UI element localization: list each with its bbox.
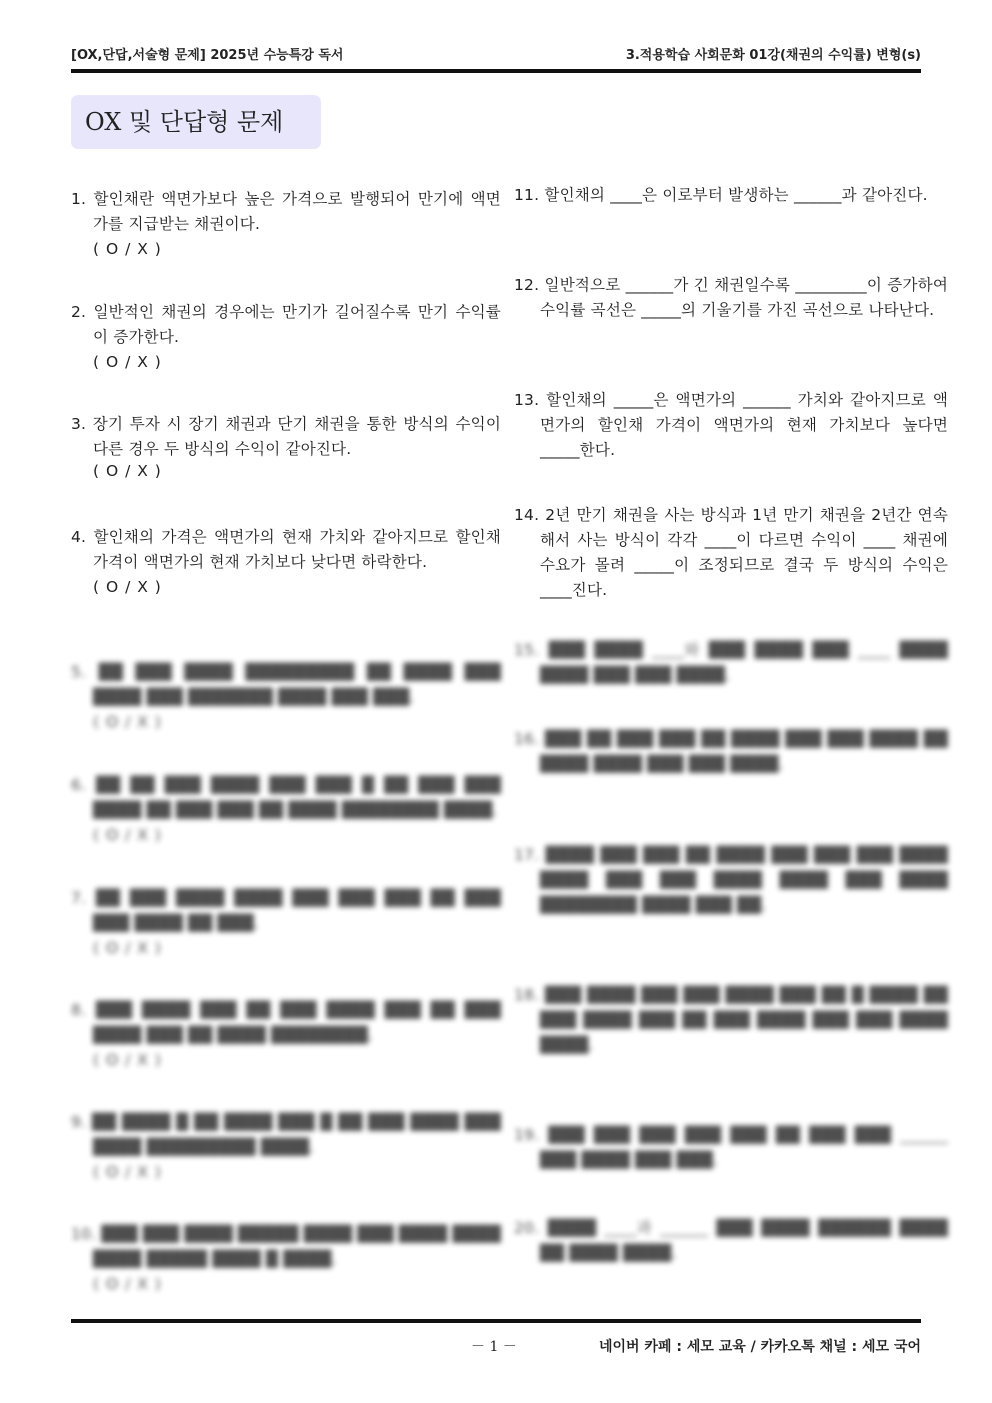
page-header [71,44,921,66]
ox-mark[interactable]: ( O / X ) [93,826,162,844]
question-3: 3. 장기 투자 시 장기 채권과 단기 채권을 통한 방식의 수익이 다른 경우 두 방식의 수익이 같아진다. ( O / X ) [71,412,501,484]
question-2: 2. 일반적인 채권의 경우에는 만기가 길어질수록 만기 수익률이 증가한다. ( O / X ) [71,300,501,375]
header-rule [71,69,921,73]
question-19: 19. ███ ███ ███ ███ ███ ██ ███ ███ ______ ███ ████ ███ ███. [514,1126,948,1169]
question-9: 9. ██ ████ █ ██ ████ ███ █ ██ ███ ████ ███ ████ █████████ ████. ( O / X ) [71,1110,501,1185]
question-20: 20. ████ ____과 ______ ███ ████ ██████ ████ ██ ████ ████. [514,1219,948,1262]
footer-credit: 네이버 카페 : 세모 교육 / 카카오톡 채널 : 세모 국어 [598,1339,921,1355]
ox-mark[interactable]: ( O / X ) [93,462,162,480]
section-title: OX 및 단답형 문제 [71,95,321,149]
question-14: 14. 2년 만기 채권을 사는 방식과 1년 만기 채권을 2년간 연속해서 사는 방식이 각각 ____이 다르면 수익이 ____ 채권에 수요가 몰려 _____이 조정되므로 결국 두 방식의 수익은 ____진다. [514,506,948,599]
header-left: [OX,단답,서술형 문제] 2025년 수능특강 독서 [71,48,344,63]
question-7: 7. ██ ███ ████ ████ ███ ███ ███ ██ ███ ███ ████ ██ ███. ( O / X ) [71,886,501,961]
ox-mark[interactable]: ( O / X ) [93,1163,162,1181]
ox-mark[interactable]: ( O / X ) [93,713,162,731]
question-1: 1. 할인채란 액면가보다 높은 가격으로 발행되어 만기에 액면가를 지급받는 채권이다. ( O / X ) [71,187,501,262]
question-6: 6. ██ ██ ███ ████ ███ ███ █ ██ ███ ███ ████ ██ ███ ███ ██ ████ ████████ ████. ( O / X ) [71,773,501,848]
ox-mark[interactable]: ( O / X ) [93,240,162,258]
question-11: 11. 할인채의 ____은 이로부터 발생하는 ______과 같아진다. [514,186,928,204]
ox-mark[interactable]: ( O / X ) [93,939,162,957]
question-18: 18. ███ ████ ███ ███ ████ ███ ██ █ ████ ██ ███ ████ ███ ██ ███ ████ ███ ███ ████ ████. [514,986,948,1054]
question-4: 4. 할인채의 가격은 액면가의 현재 가치와 같아지므로 할인채 가격이 액면가의 현재 가치보다 낮다면 하락한다. ( O / X ) [71,525,501,600]
question-17: 17. ████ ███ ███ ██ ████ ███ ███ ███ ████ ████ ███ ███ ████ ████ ███ ████ ████████ ████ ███ ██. [514,846,948,914]
question-13: 13. 할인채의 _____은 액면가의 ______ 가치와 같아지므로 액면가의 할인채 가격이 액면가의 현재 가치보다 높다면 _____한다. [514,391,948,459]
page-number: － 1 － [471,1339,517,1355]
question-16: 16. ███ ██ ███ ███ ██ ████ ███ ███ ████ ██ ████ ████ ███ ███ ████. [514,730,948,773]
question-10: 10. ███ ███ ████ █████ ████ ███ ████ ████ ████ █████ ████ █ ████. ( O / X ) [71,1222,501,1297]
ox-mark[interactable]: ( O / X ) [93,1051,162,1069]
question-15: 15. ███ ████ ____와 ███ ████ ███ ____ ████ ████ ███ ███ ████. [514,641,948,684]
ox-mark[interactable]: ( O / X ) [93,353,162,371]
ox-mark[interactable]: ( O / X ) [93,1275,162,1293]
question-8: 8. ███ ████ ███ ██ ███ ████ ███ ██ ███ ████ ███ ██ ████ ████████. ( O / X ) [71,998,501,1073]
question-5: 5. ██ ███ ████ █████████ ██ ████ ███ ████ ███ ███████ ████ ███ ███. ( O / X ) [71,660,501,735]
header-right: 3.적용학습 사회문화 01강(채권의 수익률) 변형(s) [625,48,921,63]
ox-mark[interactable]: ( O / X ) [93,578,162,596]
footer-rule [71,1319,921,1323]
question-12: 12. 일반적으로 ______가 긴 채권일수록 _________이 증가하여 수익률 곡선은 _____의 기울기를 가진 곡선으로 나타난다. [514,276,948,319]
